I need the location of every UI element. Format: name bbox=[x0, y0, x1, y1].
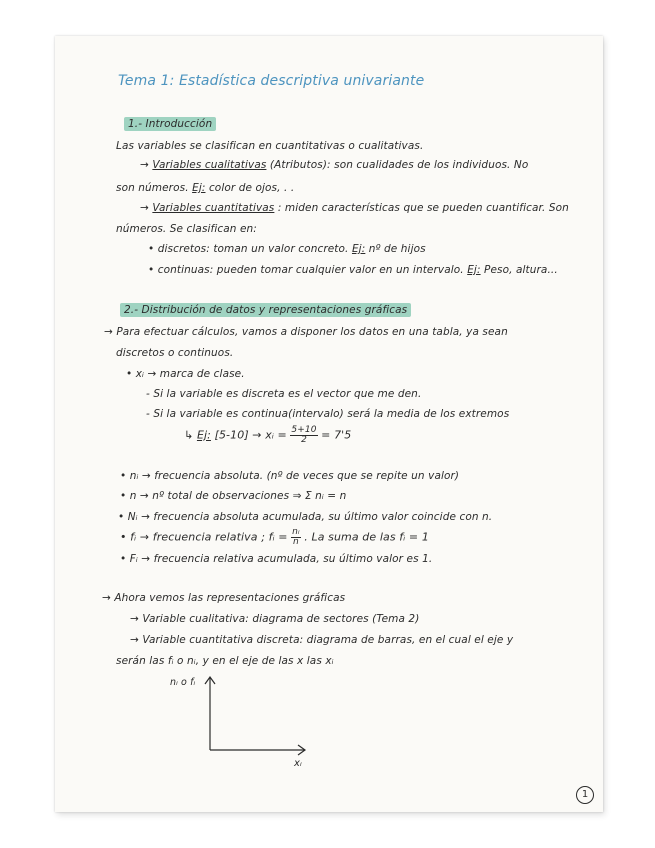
qualitative-definition: (Atributos): son cualidades de los individuos. No bbox=[269, 159, 529, 171]
discrete-example: nº de hijos bbox=[368, 243, 426, 255]
example-label: Ej: bbox=[196, 428, 211, 442]
intro-line-1: Las variables se clasifican en cuantitativas o cualitativas. bbox=[116, 140, 424, 152]
page-number: 1 bbox=[576, 786, 594, 804]
quantitative-graph-continuation: serán las fᵢ o nᵢ, y en el eje de las x las xᵢ bbox=[116, 655, 334, 667]
example-label: Ej: bbox=[192, 182, 206, 194]
graphs-intro: → Ahora vemos las representaciones gráficas bbox=[102, 592, 346, 604]
quantitative-term: Variables cuantitativas bbox=[152, 202, 275, 214]
section-2-heading-text: 2.- Distribución de datos y representaciones gráficas bbox=[120, 303, 411, 317]
example-expression: [5-10] → xᵢ = bbox=[214, 428, 287, 442]
relative-frequency-text: • fᵢ → frecuencia relativa ; fᵢ = bbox=[120, 530, 288, 544]
qualitative-line bbox=[140, 159, 528, 171]
discrete-bullet bbox=[148, 243, 426, 255]
example-label: Ej: bbox=[467, 264, 481, 276]
qualitative-cont-text: son números. bbox=[116, 182, 189, 194]
qualitative-continuation bbox=[116, 182, 294, 194]
quantitative-definition: : miden características que se pueden cuantificar. Son bbox=[277, 202, 569, 214]
fraction-denominator: 2 bbox=[301, 435, 307, 445]
qualitative-term: Variables cualitativas bbox=[152, 159, 267, 171]
section-1-heading-text: 1.- Introducción bbox=[124, 117, 216, 131]
arrow-icon: → bbox=[140, 202, 149, 214]
relative-frequency-sum: . La suma de las fᵢ = 1 bbox=[304, 530, 429, 544]
absolute-frequency-bullet: • nᵢ → frecuencia absoluta. (nº de veces que se repite un valor) bbox=[120, 470, 460, 482]
class-mark-example bbox=[184, 426, 351, 445]
page-title: Tema 1: Estadística descriptiva univariante bbox=[118, 73, 425, 89]
relative-frequency-fraction bbox=[291, 528, 301, 547]
class-mark-discrete: - Si la variable es discreta es el vector que me den. bbox=[146, 388, 422, 400]
cumulative-absolute-bullet: • Nᵢ → frecuencia absoluta acumulada, su último valor coincide con n. bbox=[118, 511, 493, 523]
axes-sketch bbox=[160, 672, 330, 782]
quantitative-graph-line: → Variable cuantitativa discreta: diagrama de barras, en el cual el eje y bbox=[130, 634, 514, 646]
quantitative-line bbox=[140, 202, 569, 214]
example-result: = 7'5 bbox=[321, 428, 352, 442]
continuous-example: Peso, altura... bbox=[484, 264, 558, 276]
fraction-numerator: nᵢ bbox=[292, 527, 300, 537]
distribution-line-1: → Para efectuar cálculos, vamos a disponer los datos en una tabla, ya sean bbox=[104, 326, 508, 338]
class-mark-continuous: - Si la variable es continua(intervalo) será la media de los extremos bbox=[146, 408, 510, 420]
x-axis-label: xᵢ bbox=[294, 758, 302, 769]
return-arrow-icon: ↳ bbox=[184, 428, 194, 442]
fraction-numerator: 5+10 bbox=[291, 425, 317, 435]
quantitative-continuation: números. Se clasifican en: bbox=[116, 223, 257, 235]
fraction-denominator: n bbox=[293, 537, 299, 547]
class-mark-bullet: • xᵢ → marca de clase. bbox=[126, 368, 245, 380]
y-axis-label: nᵢ o fᵢ bbox=[170, 677, 196, 688]
distribution-line-2: discretos o continuos. bbox=[116, 347, 234, 359]
section-2-heading bbox=[120, 304, 411, 316]
discrete-text: • discretos: toman un valor concreto. bbox=[148, 243, 349, 255]
qualitative-graph-line: → Variable cualitativa: diagrama de sectores (Tema 2) bbox=[130, 613, 420, 625]
example-fraction bbox=[290, 426, 317, 445]
section-1-heading bbox=[124, 118, 216, 130]
continuous-bullet bbox=[148, 264, 558, 276]
arrow-icon: → bbox=[140, 159, 149, 171]
relative-frequency-bullet bbox=[120, 528, 429, 547]
qualitative-example: color de ojos, . . bbox=[208, 182, 295, 194]
total-observations-bullet: • n → nº total de observaciones ⇒ Σ nᵢ = n bbox=[120, 490, 347, 502]
example-label: Ej: bbox=[351, 243, 366, 255]
continuous-text: • continuas: pueden tomar cualquier valor en un intervalo. bbox=[148, 264, 464, 276]
cumulative-relative-bullet: • Fᵢ → frecuencia relativa acumulada, su último valor es 1. bbox=[120, 553, 433, 565]
